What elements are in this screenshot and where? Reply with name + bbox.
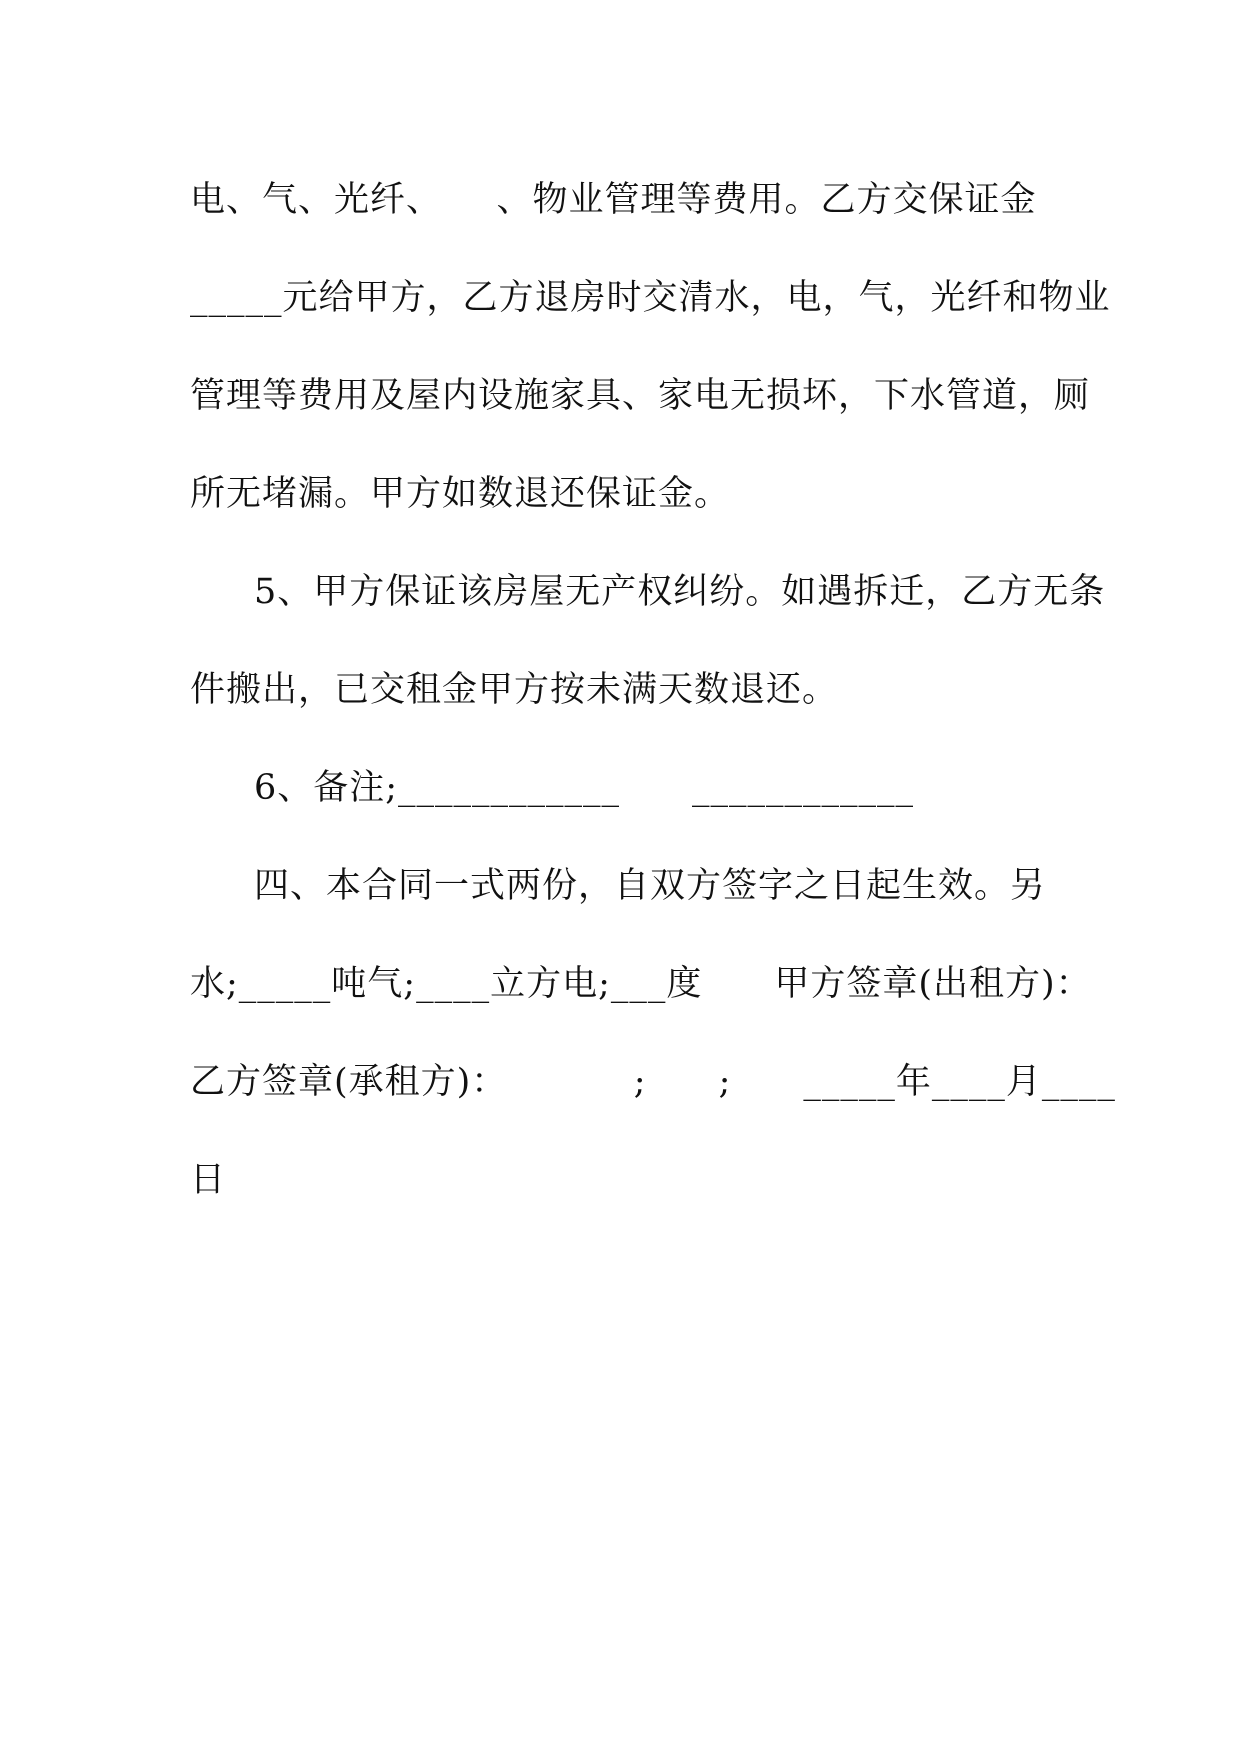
date-day-line: 日	[190, 1160, 227, 1200]
section-4-line: 四、本合同一式两份，自双方签字之日起生效。另	[254, 866, 1047, 906]
paragraph-line: 件搬出，已交租金甲方按未满天数退还。	[190, 670, 839, 710]
paragraph-line: 所无堵漏。甲方如数退还保证金。	[190, 474, 731, 514]
clause-5-line: 5、甲方保证该房屋无产权纠纷。如遇拆迁，乙方无条	[254, 572, 1106, 612]
paragraph-line: _____元给甲方，乙方退房时交清水，电，气，光纤和物业	[190, 278, 1111, 318]
meter-readings-line: 水;_____吨气;____立方电;___度 甲方签章(出租方)：	[190, 964, 1092, 1004]
clause-6-remarks: 6、备注;____________ ____________	[254, 768, 915, 808]
paragraph-line: 管理等费用及屋内设施家具、家电无损坏，下水管道，厕	[190, 376, 1091, 416]
signature-line: 乙方签章(承租方)： ; ; _____年____月____	[190, 1062, 1116, 1102]
paragraph-line: 电、气、光纤、 、物业管理等费用。乙方交保证金	[190, 180, 1037, 220]
